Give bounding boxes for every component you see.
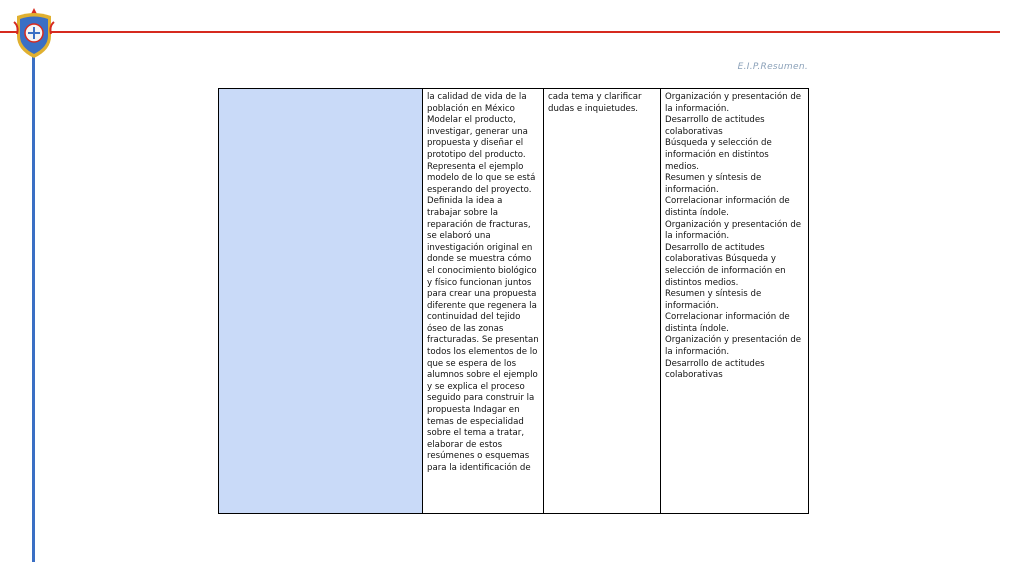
blank-shaded-cell xyxy=(219,89,423,514)
skills-text: Organización y presentación de la información. Desarrollo de actitudes colaborativas Búsqueda y selección de información en distintos medios. Resumen y síntesis de información. Correlacionar información de distinta índole. Organización y presentación de la información. Desarrollo de actitudes colaborativas Búsqueda y selección de información en distintos medios. Resumen y síntesis de información. Correlacionar información de distinta índole. Organización y presentación de la información. Desarrollo de actitudes colaborativas xyxy=(665,92,802,381)
middle-text: cada tema y clarificar dudas e inquietudes. xyxy=(548,92,642,114)
institution-crest-icon xyxy=(11,6,57,60)
skills-cell xyxy=(661,89,809,514)
table-row xyxy=(219,89,809,514)
top-red-rule xyxy=(0,31,1000,33)
description-text: la calidad de vida de la población en México Modelar el producto, investigar, generar una propuesta y diseñar el prototipo del producto. Representa el ejemplo modelo de lo que se está esperando del proyecto. Definida la idea a trabajar sobre la reparación de fracturas, se elaboró una investigación original en donde se muestra cómo el conocimiento biológico y físico funcionan juntos para crear una propuesta diferente que regenera la continuidad del tejido óseo de las zonas fracturadas. Se presentan todos los elementos de lo que se espera de los alumnos sobre el ejemplo y se explica el proceso seguido para construir la propuesta Indagar en temas de especialidad sobre el tema a tratar, elaborar de estos resúmenes o esquemas para la identificación de xyxy=(427,92,539,473)
header-note: E.I.P.Resumen. xyxy=(737,62,808,72)
content-table xyxy=(218,88,809,514)
description-cell xyxy=(423,89,544,514)
side-blue-rule xyxy=(32,40,35,562)
middle-cell xyxy=(544,89,661,514)
